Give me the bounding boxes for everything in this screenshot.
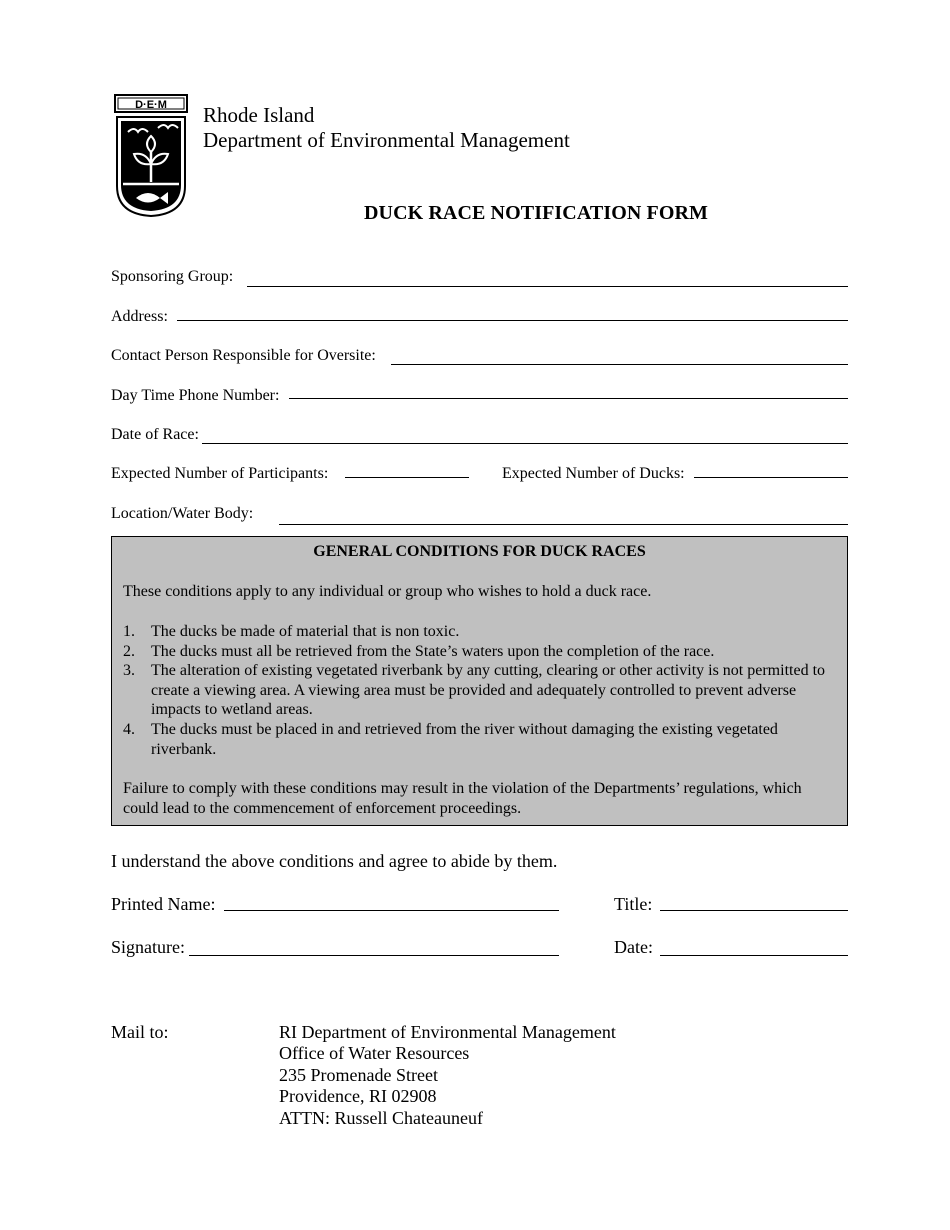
condition-text: The ducks be made of material that is non toxic. [151, 623, 460, 640]
form-title: DUCK RACE NOTIFICATION FORM [364, 202, 708, 224]
conditions-intro: These conditions apply to any individual or group who wishes to hold a duck race. [123, 583, 652, 600]
daytime-phone-field[interactable] [289, 398, 848, 399]
mail-address-line: ATTN: Russell Chateauneuf [279, 1107, 483, 1128]
daytime-phone-label: Day Time Phone Number: [111, 387, 280, 404]
signature-label: Signature: [111, 937, 185, 957]
condition-number: 1. [123, 623, 135, 640]
dem-logo [114, 94, 188, 218]
contact-person-label: Contact Person Responsible for Oversite: [111, 347, 376, 364]
printed-name-label: Printed Name: [111, 894, 216, 914]
logo-text: D·E·M [135, 99, 167, 111]
mail-address-line: Office of Water Resources [279, 1043, 470, 1064]
agreement-statement: I understand the above conditions and agree to abide by them. [111, 851, 558, 871]
condition-item [123, 622, 829, 642]
title-label: Title: [614, 894, 653, 914]
printed-name-field[interactable] [224, 910, 559, 911]
signature-field[interactable] [189, 955, 559, 956]
condition-number: 4. [123, 720, 135, 738]
address-field[interactable] [177, 320, 848, 321]
condition-text: The alteration of existing vegetated riverbank by any cutting, clearing or other activity is not permitted to create a viewing area. A viewing area must be provided and adequately controlled to prevent adverse impacts to wetland areas. [151, 662, 826, 719]
condition-number: 3. [123, 662, 135, 680]
location-field[interactable] [279, 524, 848, 525]
conditions-list [123, 622, 829, 759]
mail-address [279, 1022, 616, 1129]
condition-item [123, 642, 829, 662]
condition-text: The ducks must be placed in and retrieved from the river without damaging the existing vegetated riverbank. [151, 720, 778, 758]
expected-ducks-label: Expected Number of Ducks: [502, 465, 685, 482]
agency-state: Rhode Island [203, 103, 315, 127]
dem-seal-icon [114, 94, 188, 218]
expected-participants-label: Expected Number of Participants: [111, 465, 329, 482]
agency-department: Department of Environmental Management [203, 128, 570, 152]
date-label: Date: [614, 937, 653, 957]
contact-person-field[interactable] [391, 364, 848, 365]
condition-item [123, 661, 829, 720]
date-field[interactable] [660, 955, 848, 956]
date-of-race-label: Date of Race: [111, 426, 199, 443]
conditions-title: GENERAL CONDITIONS FOR DUCK RACES [313, 543, 646, 560]
title-field[interactable] [660, 910, 848, 911]
date-of-race-field[interactable] [202, 443, 848, 444]
mail-address-line: 235 Promenade Street [279, 1064, 438, 1085]
expected-participants-field[interactable] [345, 477, 469, 478]
sponsoring-group-label: Sponsoring Group: [111, 268, 234, 285]
mail-to-label: Mail to: [111, 1022, 169, 1042]
mail-address-line: Providence, RI 02908 [279, 1086, 437, 1107]
mail-address-line: RI Department of Environmental Management [279, 1022, 616, 1042]
condition-text: The ducks must all be retrieved from the State’s waters upon the completion of the race. [151, 642, 715, 660]
address-label: Address: [111, 308, 168, 325]
location-label: Location/Water Body: [111, 505, 254, 522]
conditions-footer: Failure to comply with these conditions may result in the violation of the Departments’ regulations, which could lead to the commencement of enforcement proceedings. [123, 780, 802, 817]
general-conditions-box [111, 536, 848, 826]
sponsoring-group-field[interactable] [247, 286, 848, 287]
condition-number: 2. [123, 642, 135, 660]
expected-ducks-field[interactable] [694, 477, 848, 478]
condition-item [123, 720, 829, 759]
